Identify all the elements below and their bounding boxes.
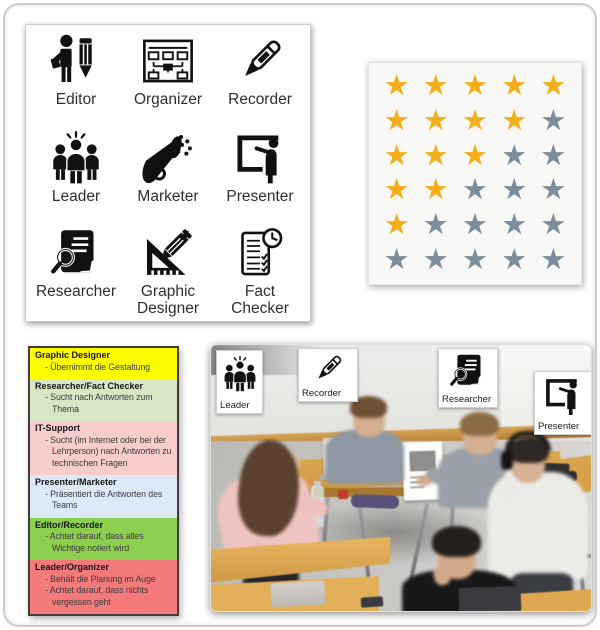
star-empty: ★ (422, 244, 449, 277)
phone (361, 596, 384, 608)
leader-icon (221, 354, 259, 394)
star-filled: ★ (422, 174, 449, 207)
star-empty: ★ (540, 139, 567, 172)
organizer-icon (140, 33, 196, 89)
recorder-icon (310, 351, 346, 387)
star-empty: ★ (501, 139, 528, 172)
role-item-fact-checker (214, 225, 306, 331)
star-empty: ★ (540, 104, 567, 137)
role-item-researcher (30, 225, 122, 331)
laptop (459, 586, 522, 612)
researcher-icon (448, 351, 488, 391)
presenter-icon (232, 130, 288, 186)
list-bullet: - Sucht nach Antworten zum Thema (45, 392, 153, 414)
star-empty: ★ (540, 209, 567, 242)
student-d-hair (432, 526, 481, 557)
editor-icon (48, 33, 104, 89)
list-bullet: - Präsentiert die Antworten des Teams (45, 488, 163, 511)
student-a-body (326, 430, 404, 484)
role-item-graphic-designer (122, 225, 214, 331)
star-empty: ★ (383, 244, 410, 277)
list-bullet: - Achtet darauf, dass alles Wichtige notiert wird (45, 531, 144, 553)
recorder-icon (232, 33, 288, 89)
star-empty: ★ (461, 209, 488, 242)
star-empty: ★ (501, 209, 528, 242)
star-filled: ★ (422, 104, 449, 137)
classroom-photo (210, 344, 592, 612)
photo-label-presenter (534, 371, 592, 435)
star-filled: ★ (501, 104, 528, 137)
fact-checker-icon (232, 225, 288, 281)
list-bullet: - Sucht (im Internet oder bei der Lehrperson) nach Antworten zu technischen Fragen (45, 434, 172, 468)
list-bullet: - Behält die Planung im Auge (45, 573, 156, 584)
star-filled: ★ (383, 174, 410, 207)
list-title-it-support: IT-Support (35, 423, 80, 434)
list-title-editor-recorder: Editor/Recorder (35, 519, 104, 530)
role-item-presenter (214, 130, 306, 225)
role-item-marketer (122, 130, 214, 225)
photo-label-caption-leader: Leader (220, 400, 250, 411)
role-item-editor (30, 33, 122, 130)
leader-icon (48, 130, 104, 186)
presenter-icon (542, 375, 584, 417)
star-empty: ★ (501, 174, 528, 207)
laptop (270, 581, 325, 608)
list-title-leader-organizer: Leader/Organizer (35, 562, 110, 573)
role-label-editor: Editor (55, 91, 97, 108)
photo-label-recorder (298, 348, 358, 402)
roles-description-list (28, 346, 179, 616)
role-label-leader: Leader (51, 188, 101, 205)
star-empty: ★ (501, 244, 528, 277)
role-label-fact-checker: Fact Checker (231, 283, 289, 318)
list-section-it-support (30, 421, 177, 475)
photo-label-caption-presenter: Presenter (538, 421, 580, 432)
student-b-hand (417, 476, 431, 486)
star-filled: ★ (383, 104, 410, 137)
list-section-editor-recorder (30, 518, 177, 560)
graphic-designer-icon (140, 225, 196, 281)
list-title-presenter-marketer: Presenter/Marketer (35, 477, 117, 488)
star-filled: ★ (461, 104, 488, 137)
role-item-recorder (214, 33, 306, 130)
star-filled: ★ (540, 69, 567, 102)
role-label-presenter: Presenter (226, 188, 294, 205)
headphones-earcup (501, 451, 513, 470)
star-filled: ★ (383, 209, 410, 242)
photo-label-caption-recorder: Recorder (302, 388, 342, 399)
star-filled: ★ (461, 139, 488, 172)
list-section-leader-organizer (30, 560, 177, 614)
marketer-icon (140, 130, 196, 186)
photo-label-leader (216, 350, 263, 414)
role-label-graphic-designer: Graphic Designer (136, 283, 200, 318)
photo-label-caption-researcher: Researcher (442, 394, 492, 405)
list-title-graphic-designer: Graphic Designer (35, 350, 111, 360)
role-item-leader (30, 130, 122, 225)
role-label-recorder: Recorder (228, 91, 292, 108)
star-empty: ★ (540, 244, 567, 277)
star-filled: ★ (383, 139, 410, 172)
roles-icon-panel (25, 24, 311, 322)
photo-label-researcher (438, 348, 498, 408)
star-filled: ★ (461, 69, 488, 102)
researcher-icon (48, 225, 104, 281)
student-b-hair (460, 412, 499, 436)
star-filled: ★ (422, 139, 449, 172)
list-section-graphic-designer (30, 348, 177, 379)
star-empty: ★ (422, 209, 449, 242)
star-rating-panel (368, 62, 582, 285)
star-empty: ★ (461, 244, 488, 277)
role-label-researcher: Researcher (35, 283, 117, 300)
star-empty: ★ (461, 174, 488, 207)
star-filled: ★ (501, 69, 528, 102)
star-filled: ★ (422, 69, 449, 102)
role-item-organizer (122, 33, 214, 130)
star-empty: ★ (540, 174, 567, 207)
role-label-marketer: Marketer (137, 188, 199, 205)
list-bullet: - Übernimmt die Gestaltung (45, 361, 150, 372)
list-title-researcher-fact-checker: Researcher/Fact Checker (35, 380, 144, 391)
role-label-organizer: Organizer (133, 91, 203, 108)
list-bullet: - Achtet darauf, dass nichts vergessen geht (45, 585, 149, 607)
list-section-researcher-fact-checker (30, 379, 177, 421)
list-section-presenter-marketer (30, 475, 177, 517)
star-filled: ★ (383, 69, 410, 102)
